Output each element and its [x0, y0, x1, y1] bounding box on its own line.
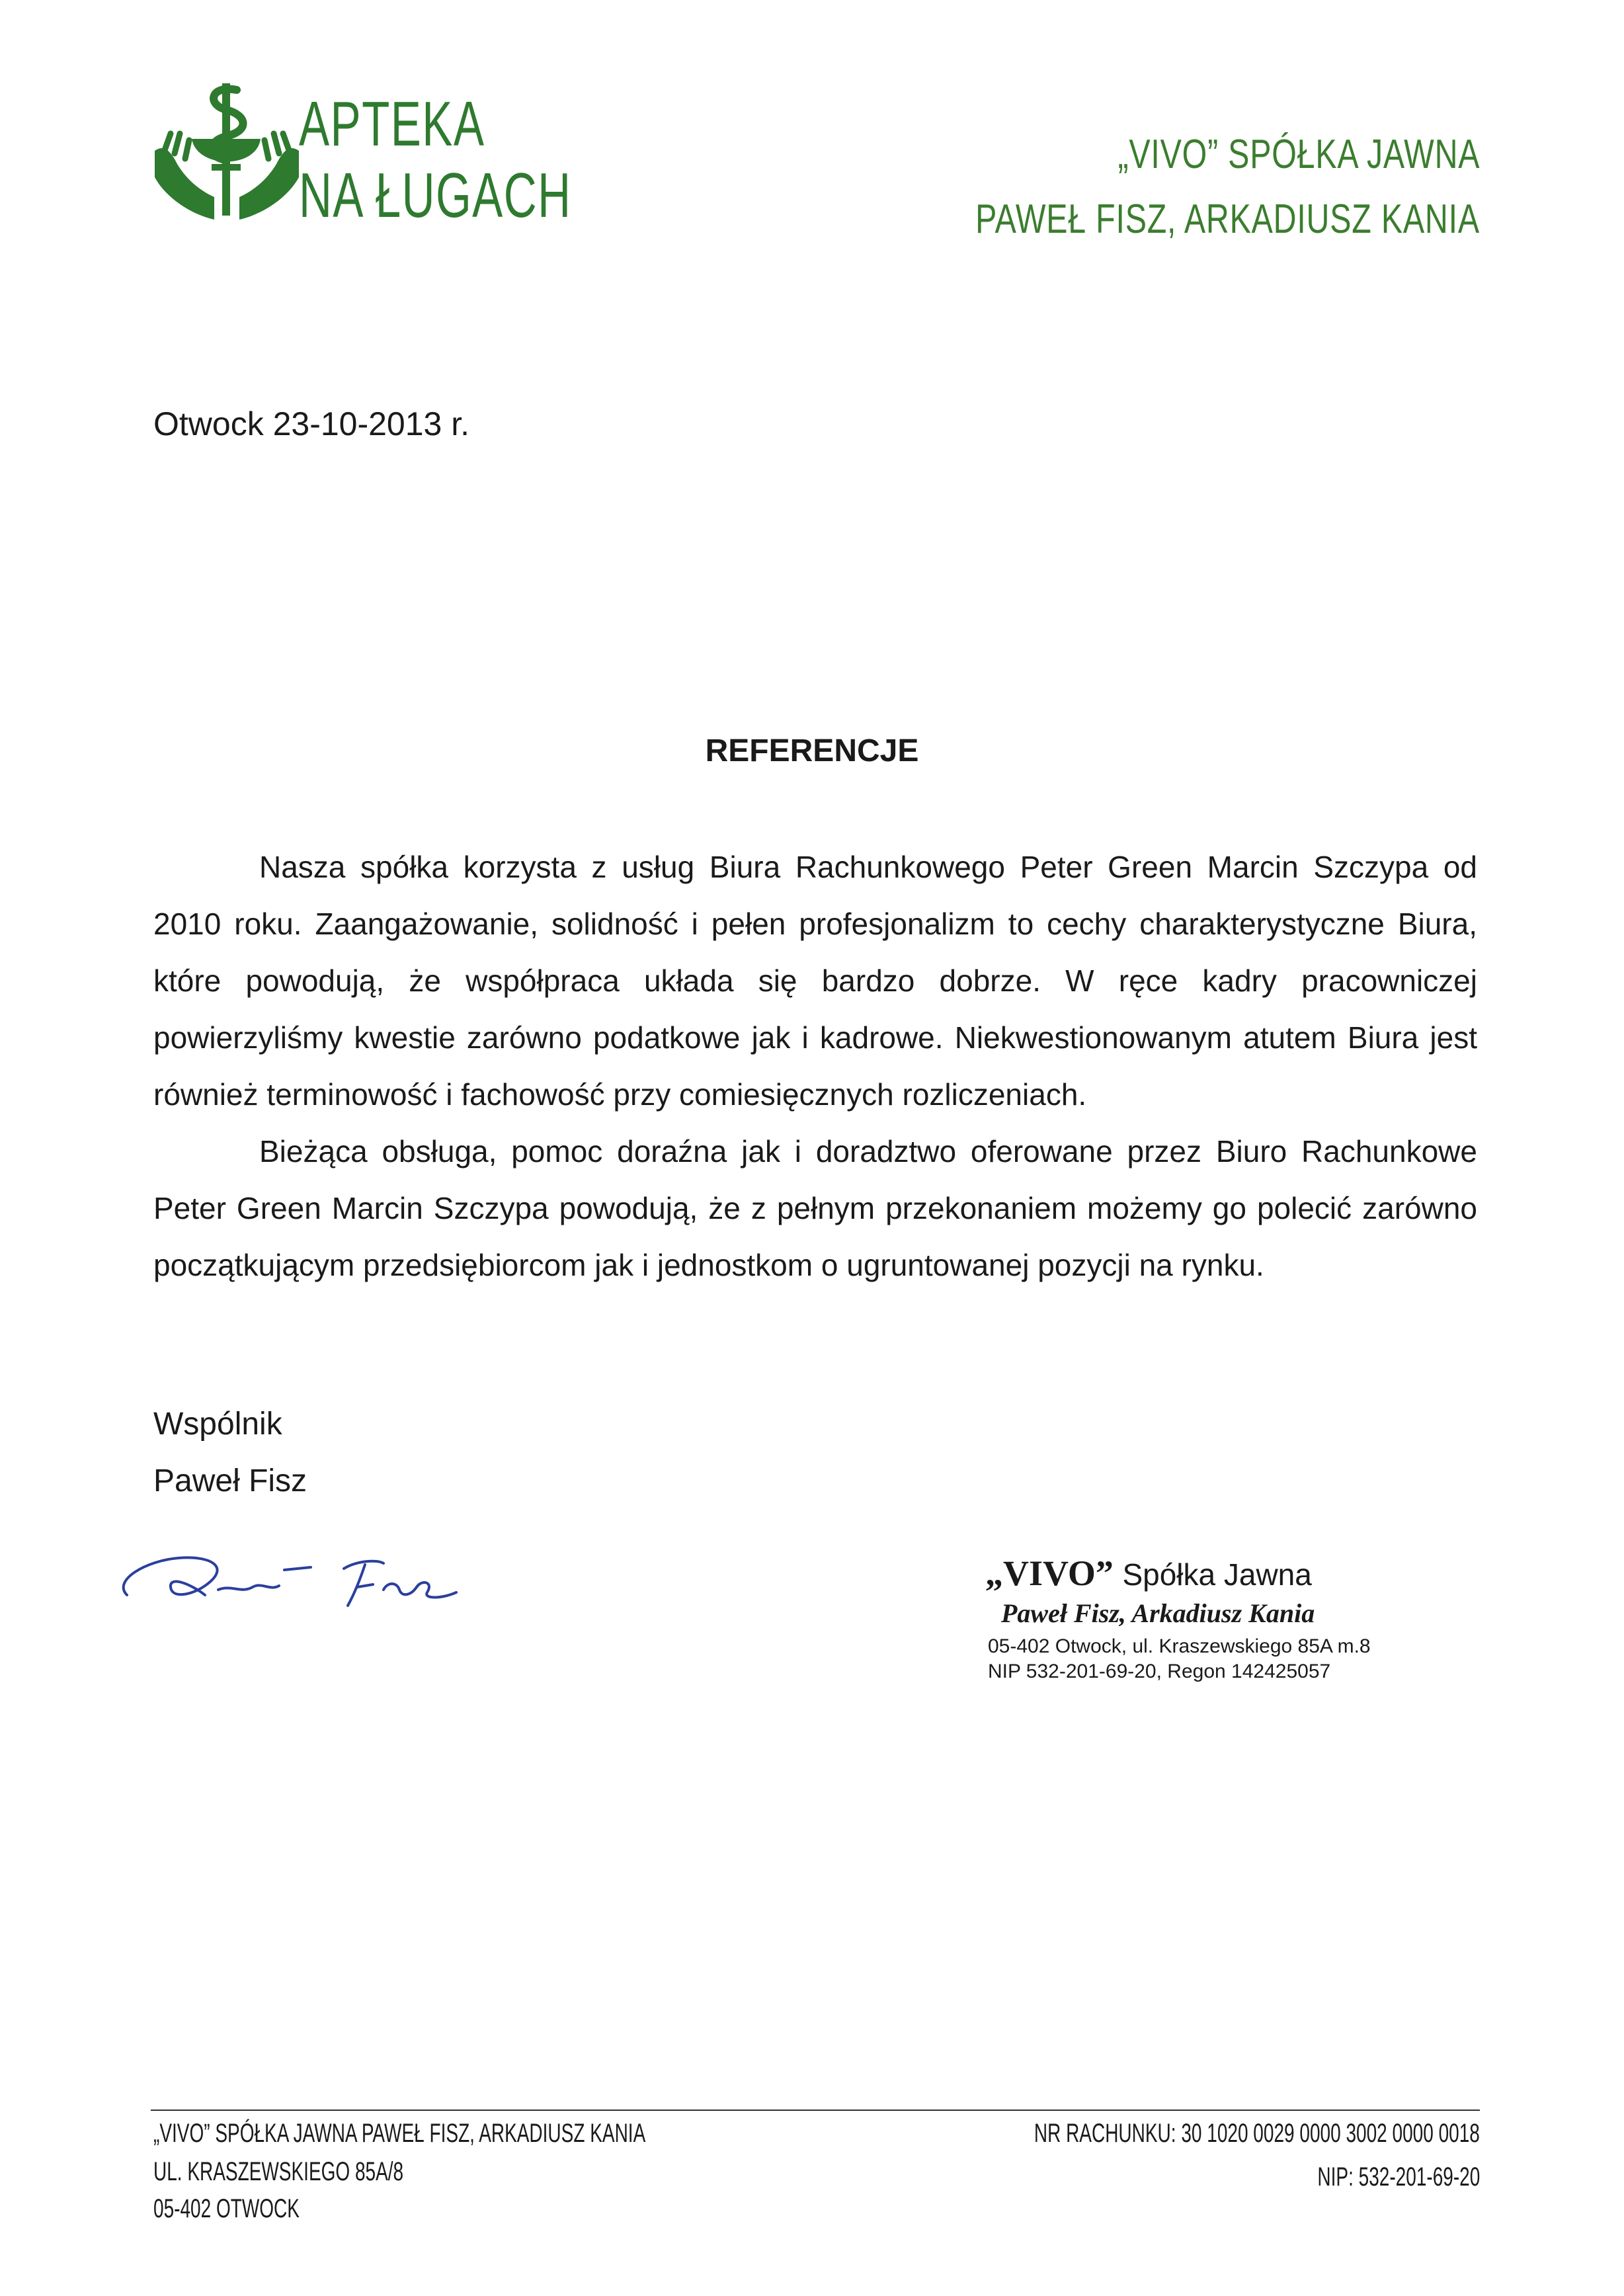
- handwritten-signature: [106, 1521, 476, 1627]
- pharmacy-logo-icon: [151, 78, 303, 230]
- letter-paragraph: Bieżąca obsługa, pomoc doraźna jak i doradztwo oferowane przez Biuro Rachunkowe Peter Green Marcin Szczypa powodują, że z pełnym przekonaniem możemy go polecić zarówno początkującym przedsiębiorcom jak i jednostkom o ugruntowanej pozycji na rynku.: [153, 1134, 1477, 1282]
- footer-company: „VIVO” SPÓŁKA JAWNA PAWEŁ FISZ, ARKADIUSZ KANIA: [153, 2119, 646, 2148]
- letter-body: [153, 839, 1477, 1293]
- footer-bank-account: NR RACHUNKU: 30 1020 0029 0000 3002 0000 0018: [1034, 2119, 1480, 2148]
- signer-role: Wspólnik: [153, 1407, 282, 1442]
- stamp-title-rest: Spółka Jawna: [1122, 1557, 1312, 1592]
- header-company-name: „VIVO” SPÓŁKA JAWNA: [1117, 132, 1480, 177]
- footer-nip: NIP: 532-201-69-20: [1317, 2162, 1480, 2192]
- logo-text-line-1: APTEKA: [299, 89, 485, 159]
- logo-text-line-2: NA ŁUGACH: [299, 160, 572, 231]
- stamp-title-main: „VIVO”: [985, 1553, 1114, 1593]
- stamp-title: [985, 1553, 1408, 1594]
- footer-street: UL. KRASZEWSKIEGO 85A/8: [153, 2157, 404, 2186]
- header-partners: PAWEŁ FISZ, ARKADIUSZ KANIA: [975, 196, 1480, 242]
- signer-name: Paweł Fisz: [153, 1463, 307, 1498]
- footer-city: 05-402 OTWOCK: [153, 2194, 300, 2223]
- stamp-ids: NIP 532-201-69-20, Regon 142425057: [988, 1660, 1331, 1682]
- letter-paragraph: Nasza spółka korzysta z usług Biura Rachunkowego Peter Green Marcin Szczypa od 2010 roku. Zaangażowanie, solidność i pełen profesjonalizm to cechy charakterystyczne Biura, które powodują, że współpraca układa się bardzo dobrze. W ręce kadry pracowniczej powierzyliśmy kwestie zarówno podatkowe jak i kadrowe. Niekwestionowanym atutem Biura jest również terminowość i fachowość przy comiesięcznych rozliczeniach.: [153, 850, 1477, 1112]
- stamp-address: 05-402 Otwock, ul. Kraszewskiego 85A m.8: [988, 1635, 1371, 1657]
- company-stamp: [985, 1553, 1408, 1683]
- stamp-names: Paweł Fisz, Arkadiusz Kania: [1001, 1598, 1315, 1628]
- letter-title: REFERENCJE: [705, 733, 919, 768]
- letter-date: Otwock 23-10-2013 r.: [153, 405, 470, 442]
- footer-divider: [151, 2110, 1480, 2111]
